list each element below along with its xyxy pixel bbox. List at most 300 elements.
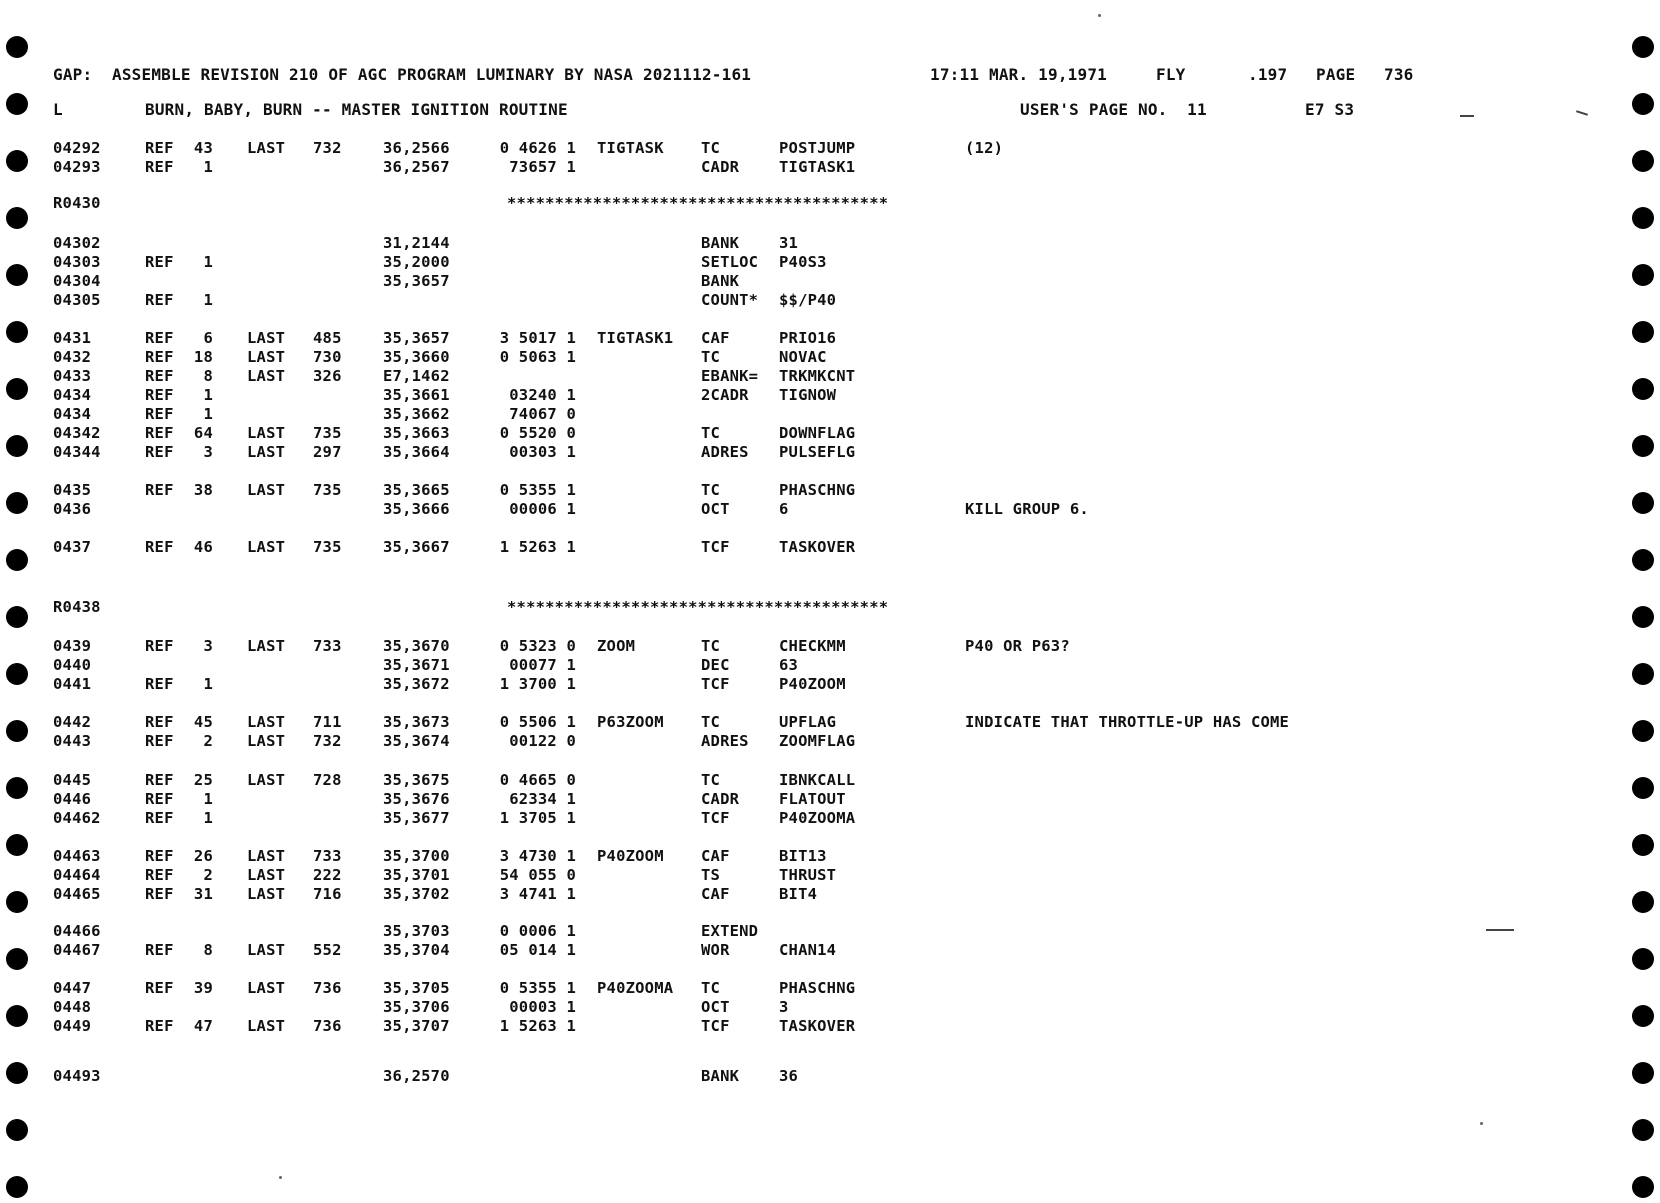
ref-count: 2 [203,866,213,884]
comment: (12) [965,139,1004,157]
line-number: R0430 [53,194,101,212]
line-number: 0443 [53,732,92,750]
right-sprocket-hole [1632,663,1654,685]
operand: UPFLAG [779,713,837,731]
line-number: 0432 [53,348,92,366]
right-sprocket-hole [1632,891,1654,913]
label: P63ZOOM [597,713,664,731]
left-sprocket-hole [6,606,28,628]
opcode: ADRES [701,443,749,461]
operand: DOWNFLAG [779,424,856,442]
ref-count: 3 [203,637,213,655]
octal-code: 74067 0 [509,405,576,423]
ref-count: 3 [203,443,213,461]
last-keyword: LAST [247,1017,286,1035]
ref-count: 25 [193,771,213,789]
operand: TIGNOW [779,386,837,404]
line-number: 04465 [53,885,101,903]
ref-keyword: REF [145,367,174,385]
address: 35,3657 [383,329,450,347]
line-number: 0434 [53,386,92,404]
right-sprocket-hole [1632,264,1654,286]
address: 35,3703 [383,922,450,940]
octal-code: 0 5520 0 [499,424,576,442]
opcode: BANK [701,234,740,252]
left-sprocket-hole [6,321,28,343]
routine-title: BURN, BABY, BURN -- MASTER IGNITION ROUTINE [145,100,568,119]
ref-keyword: REF [145,481,174,499]
opcode: EBANK= [701,367,759,385]
address: 35,3707 [383,1017,450,1035]
left-sprocket-hole [6,663,28,685]
right-sprocket-hole [1632,1062,1654,1084]
address: 35,3666 [383,500,450,518]
octal-code: 0 5355 1 [499,481,576,499]
operand: 31 [779,234,799,252]
address: 35,3701 [383,866,450,884]
right-sprocket-hole [1632,606,1654,628]
opcode: CAF [701,885,730,903]
left-sprocket-hole [6,1005,28,1027]
line-number: 0431 [53,329,92,347]
address: 35,3672 [383,675,450,693]
line-number: 0442 [53,713,92,731]
operand: P40ZOOMA [779,809,856,827]
header-page-label: PAGE [1316,65,1356,84]
ref-count: 43 [193,139,213,157]
operand: PULSEFLG [779,443,856,461]
ref-count: 18 [193,348,213,366]
right-sprocket-hole [1632,492,1654,514]
last-keyword: LAST [247,367,286,385]
line-number: 0440 [53,656,92,674]
octal-code: 3 4730 1 [499,847,576,865]
right-sprocket-hole [1632,1119,1654,1141]
ref-keyword: REF [145,348,174,366]
opcode: WOR [701,941,730,959]
ref-keyword: REF [145,329,174,347]
octal-code: 1 5263 1 [499,1017,576,1035]
address: 35,2000 [383,253,450,271]
operand: P40ZOOM [779,675,846,693]
operand: BIT13 [779,847,827,865]
ref-keyword: REF [145,847,174,865]
opcode: DEC [701,656,730,674]
line-number: 04293 [53,158,101,176]
octal-code: 0 5355 1 [499,979,576,997]
right-sprocket-hole [1632,36,1654,58]
line-number: 04493 [53,1067,101,1085]
line-number: 0434 [53,405,92,423]
ref-count: 1 [203,158,213,176]
ref-count: 1 [203,790,213,808]
ref-count: 26 [193,847,213,865]
last-page: 730 [313,348,342,366]
address: 35,3704 [383,941,450,959]
operand: ZOOMFLAG [779,732,856,750]
ref-keyword: REF [145,979,174,997]
address: 36,2570 [383,1067,450,1085]
line-number: 04342 [53,424,101,442]
print-artifact [1460,115,1474,117]
operand: 6 [779,500,789,518]
operand: CHECKMM [779,637,846,655]
line-number: 04464 [53,866,101,884]
octal-code: 05 014 1 [499,941,576,959]
line-number: 0446 [53,790,92,808]
last-keyword: LAST [247,732,286,750]
last-page: 735 [313,481,342,499]
octal-code: 0 5323 0 [499,637,576,655]
opcode: OCT [701,500,730,518]
address: 35,3667 [383,538,450,556]
opcode: TC [701,771,721,789]
left-sprocket-hole [6,207,28,229]
ref-keyword: REF [145,538,174,556]
opcode: EXTEND [701,922,759,940]
operand: PRIO16 [779,329,837,347]
ref-keyword: REF [145,386,174,404]
operand: POSTJUMP [779,139,856,157]
print-artifact [1480,1122,1483,1125]
right-sprocket-hole [1632,435,1654,457]
left-sprocket-hole [6,1176,28,1198]
line-number: 04304 [53,272,101,290]
octal-code: 03240 1 [509,386,576,404]
label: ZOOM [597,637,636,655]
opcode: TCF [701,1017,730,1035]
header-program-info: GAP: ASSEMBLE REVISION 210 OF AGC PROGRAM LUMINARY BY NASA 2021112-161 [53,65,752,84]
operand: 63 [779,656,799,674]
print-artifact [1486,929,1514,931]
left-sprocket-hole [6,777,28,799]
operand: 36 [779,1067,799,1085]
operand: PHASCHNG [779,979,856,997]
operand: IBNKCALL [779,771,856,789]
right-sprocket-hole [1632,93,1654,115]
label: P40ZOOMA [597,979,674,997]
opcode: ADRES [701,732,749,750]
opcode: CADR [701,790,740,808]
last-page: 485 [313,329,342,347]
comment: KILL GROUP 6. [965,500,1089,518]
label: P40ZOOM [597,847,664,865]
octal-code: 0 5506 1 [499,713,576,731]
ref-count: 45 [193,713,213,731]
ref-count: 8 [203,941,213,959]
ref-keyword: REF [145,713,174,731]
address: 35,3675 [383,771,450,789]
left-sprocket-hole [6,720,28,742]
opcode: TS [701,866,721,884]
print-artifact [279,1176,282,1179]
right-sprocket-hole [1632,948,1654,970]
left-sprocket-hole [6,378,28,400]
opcode: TC [701,637,721,655]
octal-code: 00077 1 [509,656,576,674]
address: 35,3660 [383,348,450,366]
opcode: CADR [701,158,740,176]
operand: BIT4 [779,885,818,903]
print-artifact [1576,110,1588,116]
left-sprocket-hole [6,834,28,856]
address: 35,3676 [383,790,450,808]
line-number: 0441 [53,675,92,693]
comment: P40 OR P63? [965,637,1070,655]
operand: P40S3 [779,253,827,271]
opcode: TCF [701,809,730,827]
octal-code: 1 5263 1 [499,538,576,556]
last-keyword: LAST [247,979,286,997]
users-page-number: USER'S PAGE NO. 11 [1020,100,1207,119]
last-page: 326 [313,367,342,385]
line-number: 04305 [53,291,101,309]
opcode: TC [701,139,721,157]
address: 35,3700 [383,847,450,865]
last-page: 736 [313,1017,342,1035]
ref-keyword: REF [145,405,174,423]
opcode: CAF [701,329,730,347]
octal-code: 62334 1 [509,790,576,808]
last-page: 552 [313,941,342,959]
last-keyword: LAST [247,538,286,556]
left-sprocket-hole [6,492,28,514]
opcode: TC [701,424,721,442]
octal-code: 1 3700 1 [499,675,576,693]
address: 35,3657 [383,272,450,290]
operand: TIGTASK1 [779,158,856,176]
octal-code: 0 5063 1 [499,348,576,366]
last-page: 732 [313,139,342,157]
line-number: 0448 [53,998,92,1016]
line-number: 0449 [53,1017,92,1035]
address: 35,3671 [383,656,450,674]
opcode: COUNT* [701,291,759,309]
octal-code: 73657 1 [509,158,576,176]
opcode: 2CADR [701,386,749,404]
ref-count: 47 [193,1017,213,1035]
address: 35,3702 [383,885,450,903]
line-number: 0435 [53,481,92,499]
last-keyword: LAST [247,941,286,959]
last-keyword: LAST [247,443,286,461]
last-page: 735 [313,424,342,442]
header-fraction: .197 [1248,65,1288,84]
octal-code: 00003 1 [509,998,576,1016]
opcode: TC [701,713,721,731]
last-page: 716 [313,885,342,903]
header-page-number: 736 [1384,65,1414,84]
ref-keyword: REF [145,1017,174,1035]
ref-keyword: REF [145,443,174,461]
line-number: 04302 [53,234,101,252]
opcode: TC [701,481,721,499]
left-sprocket-hole [6,36,28,58]
last-page: 728 [313,771,342,789]
last-keyword: LAST [247,713,286,731]
line-number: 0439 [53,637,92,655]
line-number: 04466 [53,922,101,940]
ref-count: 1 [203,386,213,404]
right-sprocket-hole [1632,321,1654,343]
opcode: BANK [701,1067,740,1085]
operand: THRUST [779,866,837,884]
last-keyword: LAST [247,424,286,442]
line-number: 04303 [53,253,101,271]
ref-count: 8 [203,367,213,385]
line-number: 0437 [53,538,92,556]
ref-count: 38 [193,481,213,499]
operand: FLATOUT [779,790,846,808]
line-number: 04467 [53,941,101,959]
last-keyword: LAST [247,866,286,884]
line-number: 04463 [53,847,101,865]
last-page: 733 [313,847,342,865]
label: TIGTASK [597,139,664,157]
ref-keyword: REF [145,809,174,827]
left-sprocket-hole [6,1119,28,1141]
left-sprocket-hole [6,948,28,970]
last-keyword: LAST [247,481,286,499]
address: 36,2566 [383,139,450,157]
address: 35,3663 [383,424,450,442]
octal-code: 54 055 0 [499,866,576,884]
label: TIGTASK1 [597,329,674,347]
ref-count: 46 [193,538,213,556]
octal-code: 00006 1 [509,500,576,518]
ref-keyword: REF [145,941,174,959]
line-number: 0445 [53,771,92,789]
last-page: 735 [313,538,342,556]
opcode: SETLOC [701,253,759,271]
separator-stars: **************************************** [507,598,889,616]
opcode: TCF [701,675,730,693]
last-keyword: LAST [247,885,286,903]
octal-code: 0 4665 0 [499,771,576,789]
header-fly: FLY [1156,65,1186,84]
ref-count: 31 [193,885,213,903]
last-keyword: LAST [247,348,286,366]
ref-keyword: REF [145,291,174,309]
ref-keyword: REF [145,424,174,442]
address: 35,3706 [383,998,450,1016]
opcode: OCT [701,998,730,1016]
left-sprocket-hole [6,1062,28,1084]
line-number: 0436 [53,500,92,518]
last-page: 736 [313,979,342,997]
last-page: 732 [313,732,342,750]
opcode: TC [701,979,721,997]
ref-keyword: REF [145,253,174,271]
line-number: R0438 [53,598,101,616]
address: 35,3705 [383,979,450,997]
header-datetime: 17:11 MAR. 19,1971 [930,65,1107,84]
ref-count: 1 [203,291,213,309]
address: 31,2144 [383,234,450,252]
left-sprocket-hole [6,549,28,571]
line-number: 04344 [53,443,101,461]
ref-count: 1 [203,253,213,271]
address: 35,3664 [383,443,450,461]
opcode: BANK [701,272,740,290]
address: 35,3665 [383,481,450,499]
ref-count: 64 [193,424,213,442]
right-sprocket-hole [1632,207,1654,229]
page-code: E7 S3 [1305,100,1355,119]
subheader-flag: L [53,100,63,119]
ref-count: 1 [203,675,213,693]
octal-code: 1 3705 1 [499,809,576,827]
right-sprocket-hole [1632,378,1654,400]
line-number: 0433 [53,367,92,385]
left-sprocket-hole [6,891,28,913]
opcode: CAF [701,847,730,865]
last-keyword: LAST [247,771,286,789]
line-number: 04292 [53,139,101,157]
separator-stars: **************************************** [507,194,889,212]
ref-keyword: REF [145,637,174,655]
ref-keyword: REF [145,139,174,157]
opcode: TCF [701,538,730,556]
operand: NOVAC [779,348,827,366]
comment: INDICATE THAT THROTTLE-UP HAS COME [965,713,1290,731]
ref-count: 2 [203,732,213,750]
operand: CHAN14 [779,941,837,959]
ref-keyword: REF [145,790,174,808]
octal-code: 0 0006 1 [499,922,576,940]
operand: PHASCHNG [779,481,856,499]
right-sprocket-hole [1632,720,1654,742]
ref-keyword: REF [145,885,174,903]
right-sprocket-hole [1632,834,1654,856]
octal-code: 00122 0 [509,732,576,750]
address: 35,3674 [383,732,450,750]
last-page: 297 [313,443,342,461]
octal-code: 3 5017 1 [499,329,576,347]
address: 35,3670 [383,637,450,655]
address: E7,1462 [383,367,450,385]
last-keyword: LAST [247,329,286,347]
address: 35,3677 [383,809,450,827]
last-keyword: LAST [247,637,286,655]
address: 35,3662 [383,405,450,423]
right-sprocket-hole [1632,150,1654,172]
ref-count: 6 [203,329,213,347]
right-sprocket-hole [1632,549,1654,571]
ref-count: 39 [193,979,213,997]
last-keyword: LAST [247,847,286,865]
octal-code: 00303 1 [509,443,576,461]
address: 35,3673 [383,713,450,731]
operand: $$/P40 [779,291,837,309]
operand: TRKMKCNT [779,367,856,385]
address: 35,3661 [383,386,450,404]
print-artifact [1098,14,1101,17]
octal-code: 0 4626 1 [499,139,576,157]
operand: 3 [779,998,789,1016]
ref-keyword: REF [145,771,174,789]
ref-count: 1 [203,405,213,423]
last-page: 733 [313,637,342,655]
ref-count: 1 [203,809,213,827]
opcode: TC [701,348,721,366]
ref-keyword: REF [145,675,174,693]
ref-keyword: REF [145,866,174,884]
octal-code: 3 4741 1 [499,885,576,903]
line-number: 04462 [53,809,101,827]
line-number: 0447 [53,979,92,997]
ref-keyword: REF [145,732,174,750]
